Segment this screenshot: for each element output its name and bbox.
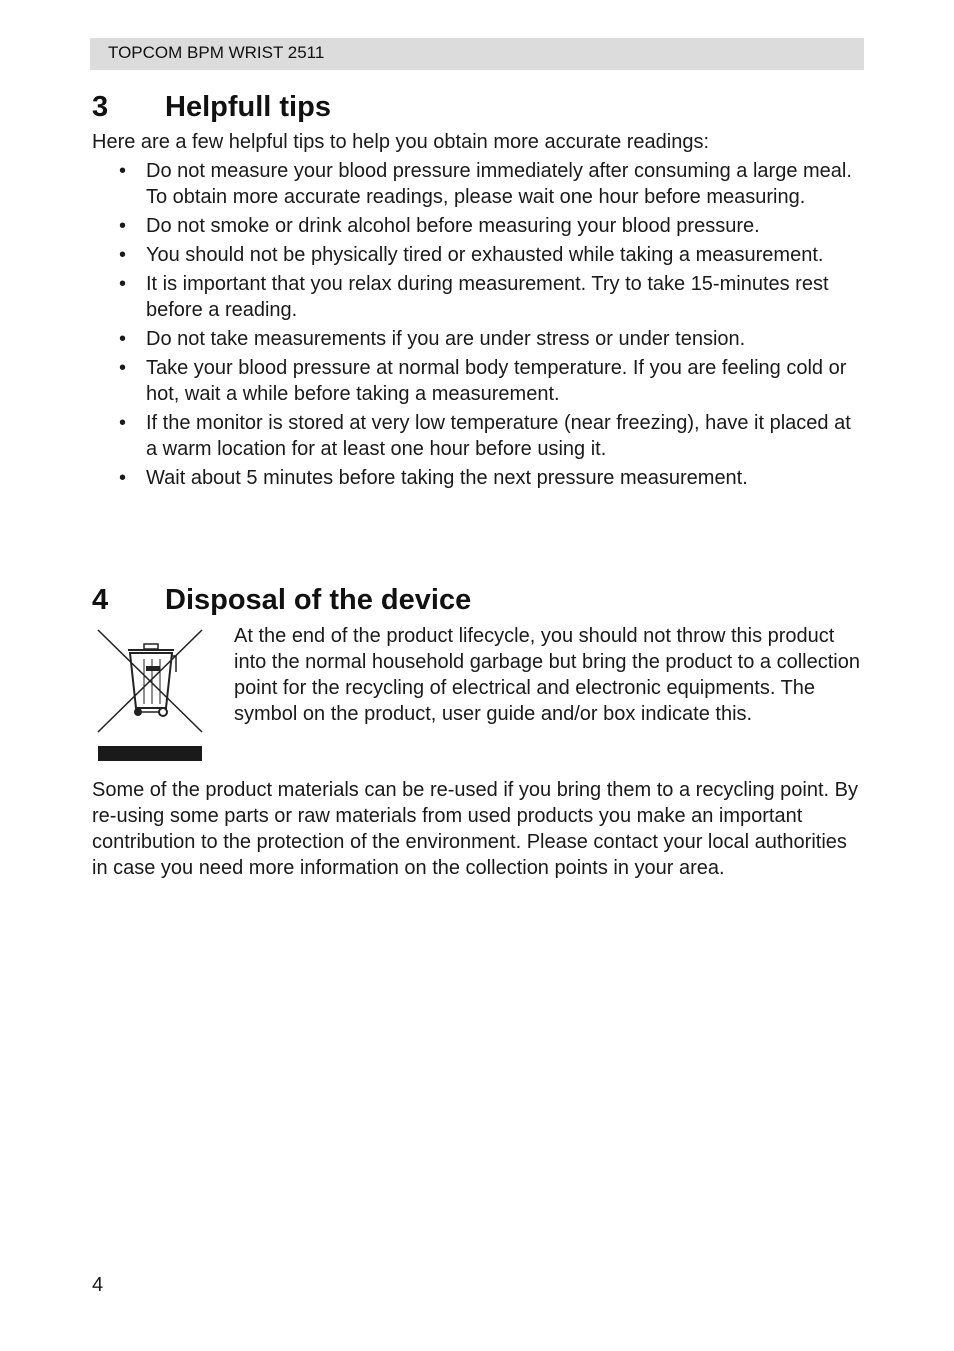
section-4-heading bbox=[92, 583, 471, 617]
section-4-title: Disposal of the device bbox=[165, 584, 472, 616]
running-header bbox=[90, 38, 864, 70]
section-3-intro: Here are a few helpful tips to help you obtain more accurate readings: bbox=[92, 131, 710, 153]
page-number: 4 bbox=[92, 1274, 104, 1296]
list-item: • Wait about 5 minutes before taking the next pressure measurement. bbox=[92, 465, 864, 491]
section-3-heading bbox=[92, 90, 331, 124]
list-item: • Do not measure your blood pressure immediately after consuming a large meal. To obtain more accurate readings, please wait one hour before measuring. bbox=[92, 158, 864, 210]
list-item: • You should not be physically tired or exhausted while taking a measurement. bbox=[92, 242, 864, 268]
list-item: • If the monitor is stored at very low temperature (near freezing), have it placed at a warm location for at least one hour before using it. bbox=[92, 410, 864, 462]
list-item: • Take your blood pressure at normal body temperature. If you are feeling cold or hot, wait a while before taking a measurement. bbox=[92, 355, 864, 407]
disposal-paragraph-2: Some of the product materials can be re-used if you bring them to a recycling point. By re-using some parts or raw materials from used products you make an important contribution to the protection of the environment. Please contact your local authorities in case you need more information on the collection points in your area. bbox=[92, 779, 858, 879]
header-title: TOPCOM BPM WRIST 2511 bbox=[108, 43, 325, 62]
section-4-number: 4 bbox=[92, 584, 109, 616]
disposal-paragraph-1: At the end of the product lifecycle, you should not throw this product into the normal household garbage but bring the product to a collection point for the recycling of electrical and electronic equipments. The symbol on the product, user guide and/or box indicate this. bbox=[234, 625, 860, 725]
tips-list bbox=[92, 158, 864, 494]
list-item: • It is important that you relax during measurement. Try to take 15-minutes rest before a reading. bbox=[92, 271, 864, 323]
section-3-title: Helpfull tips bbox=[165, 91, 331, 123]
list-item: • Do not take measurements if you are under stress or under tension. bbox=[92, 326, 864, 352]
list-item: • Do not smoke or drink alcohol before measuring your blood pressure. bbox=[92, 213, 864, 239]
weee-crossed-bin-icon bbox=[96, 626, 204, 764]
section-3-number: 3 bbox=[92, 91, 109, 123]
